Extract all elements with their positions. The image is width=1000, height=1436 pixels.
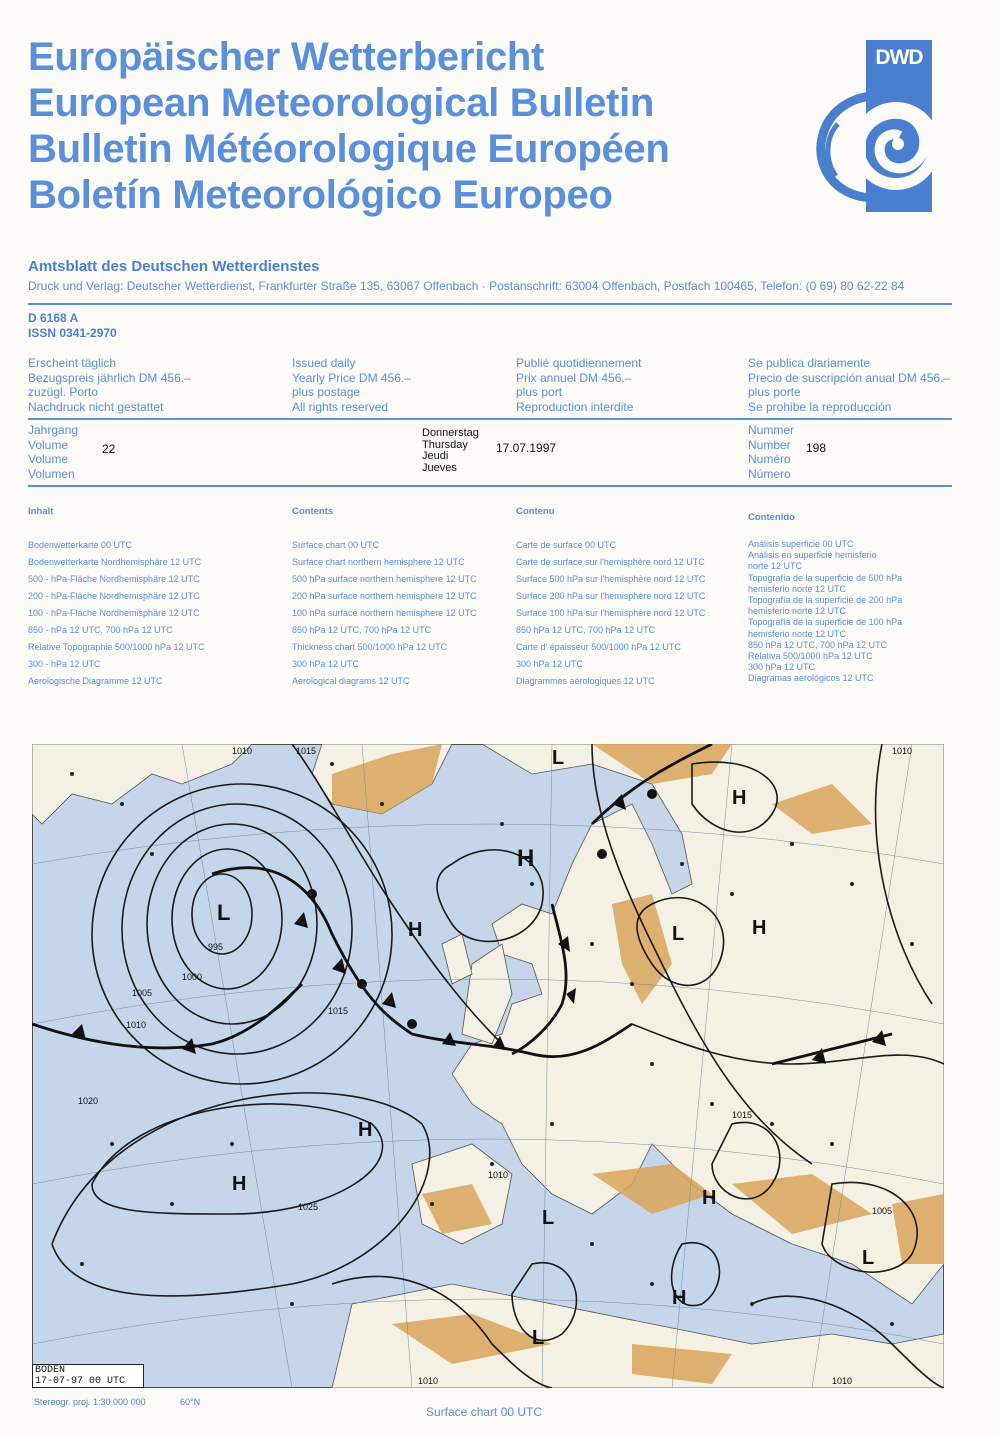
info-line: Bezugspreis jährlich DM 456.– bbox=[28, 370, 191, 385]
contents-item: Análisis en superficie hemisferio bbox=[748, 550, 877, 561]
divider bbox=[28, 418, 952, 420]
volume-labels bbox=[28, 423, 78, 481]
contents-item: Aerologische Diagramme 12 UTC bbox=[28, 676, 163, 686]
contents-item: Diagrammes aérologiques 12 UTC bbox=[516, 676, 655, 686]
info-line: Prix annuel DM 456.– bbox=[516, 370, 632, 385]
low-marker: L bbox=[217, 900, 231, 925]
contents-item: Relativa 500/1000 hPa 12 UTC bbox=[748, 651, 873, 662]
info-line: Erscheint täglich bbox=[28, 356, 117, 370]
info-line: Se publica diariamente bbox=[748, 356, 871, 370]
number-label: Numéro bbox=[748, 452, 791, 466]
contents-item: Análisis superficie 00 UTC bbox=[748, 539, 854, 549]
map-stamp bbox=[32, 1364, 144, 1388]
contents-item: Topografía de la superficie de 500 hPa bbox=[748, 572, 903, 583]
info-line: Yearly Price DM 456.– bbox=[292, 370, 411, 385]
contents-item: Carte de surface 00 UTC bbox=[516, 540, 617, 550]
info-line: plus port bbox=[516, 385, 563, 399]
number-label: Número bbox=[748, 466, 791, 481]
contents-heading: Contenido bbox=[748, 512, 795, 523]
info-line: plus postage bbox=[292, 385, 361, 399]
high-marker: H bbox=[517, 845, 535, 872]
publisher-name: Amtsblatt des Deutschen Wetterdienstes bbox=[28, 258, 320, 275]
isobar-label: 1010 bbox=[892, 746, 913, 756]
low-marker: L bbox=[552, 747, 565, 769]
high-marker: H bbox=[752, 917, 767, 939]
isobar-label: 1025 bbox=[298, 1202, 319, 1212]
contents-item: 300 hPa 12 UTC bbox=[748, 662, 816, 673]
contents-item: Surface 500 hPa sur l'hemisphère nord 12 UTC bbox=[516, 574, 706, 584]
isobar-label: 1020 bbox=[78, 1096, 99, 1106]
isobar-label: 1015 bbox=[328, 1006, 349, 1016]
contents-english bbox=[292, 506, 477, 690]
info-english bbox=[292, 356, 411, 414]
low-marker: L bbox=[542, 1207, 555, 1229]
isobar-label: 1015 bbox=[296, 746, 317, 756]
contents-item: Surface chart northern hemisphere 12 UTC bbox=[292, 557, 465, 567]
info-line: Publié quotidiennement bbox=[516, 356, 642, 370]
contents-item: Relative Topographie 500/1000 hPa 12 UTC bbox=[28, 642, 205, 652]
number-labels bbox=[748, 423, 794, 481]
contents-item: hemisferio norte 12 UTC bbox=[748, 606, 847, 617]
high-marker: H bbox=[358, 1119, 373, 1141]
contents-item: hemisferio norte 12 UTC bbox=[748, 583, 847, 594]
weekday-label: Thursday bbox=[422, 438, 468, 451]
isobar-label: 1010 bbox=[832, 1376, 853, 1386]
contents-item: 500 hPa surface northern hemisphere 12 UTC bbox=[292, 574, 477, 584]
contents-item: 500 - hPa-Fläche Nordhemisphäre 12 UTC bbox=[28, 574, 200, 584]
high-marker: H bbox=[232, 1173, 247, 1195]
d-code: D 6168 A bbox=[28, 311, 79, 325]
contents-item: Surface 200 hPa sur l'hemisphère nord 12 UTC bbox=[516, 591, 706, 601]
map-caption: Surface chart 00 UTC bbox=[426, 1405, 543, 1419]
publication-codes bbox=[28, 311, 117, 341]
contents-item: Bodenwetterkarte Nordhemisphäre 12 UTC bbox=[28, 557, 202, 567]
contents-item: 300 - hPa 12 UTC bbox=[28, 659, 101, 669]
contents-item: 300 hPa 12 UTC bbox=[516, 659, 584, 669]
weekday-label: Donnerstag bbox=[422, 427, 479, 439]
info-french bbox=[516, 356, 641, 414]
volume-label: Volumen bbox=[28, 466, 75, 481]
low-marker: L bbox=[672, 923, 685, 945]
publisher-address: Druck und Verlag: Deutscher Wetterdienst, Frankfurter Straße 135, 63067 Offenbach · Postanschrift: 63004 Offenbach, Postfach 100465, Telefon: (0 69) 80 62-22 84 bbox=[28, 279, 905, 293]
issue-number: 198 bbox=[806, 441, 827, 455]
bulletin-titles bbox=[28, 34, 670, 218]
contents-item: 850 - hPa 12 UTC, 700 hPa 12 UTC bbox=[28, 625, 173, 635]
info-line: zuzügl. Porto bbox=[28, 385, 99, 399]
contents-item: 850 hPa 12 UTC, 700 hPa 12 UTC bbox=[516, 625, 656, 635]
contents-item: Surface 100 hPa sur l'hemisphère nord 12 UTC bbox=[516, 608, 706, 618]
high-marker: H bbox=[732, 787, 747, 809]
contents-spanish bbox=[748, 512, 902, 685]
stamp-line: BODEN bbox=[35, 1365, 66, 1376]
contents-item: Surface chart 00 UTC bbox=[292, 540, 380, 550]
info-line: Se prohibe la reproducción bbox=[748, 399, 892, 414]
contents-heading: Contenu bbox=[516, 506, 555, 517]
info-line: Nachdruck nicht gestattet bbox=[28, 399, 164, 414]
info-line: All rights reserved bbox=[292, 399, 389, 414]
isobar-label: 1005 bbox=[132, 988, 153, 998]
contents-item: 100 hPa surface northern hemisphere 12 UTC bbox=[292, 608, 477, 618]
contents-item: Bodenwetterkarte 00 UTC bbox=[28, 540, 133, 550]
high-marker: H bbox=[702, 1187, 717, 1209]
info-line: plus porte bbox=[748, 385, 801, 399]
isobar-label: 995 bbox=[208, 942, 224, 952]
contents-french bbox=[516, 506, 705, 690]
number-label: Number bbox=[748, 437, 791, 452]
contents-item: norte 12 UTC bbox=[748, 561, 803, 572]
low-marker: L bbox=[532, 1327, 545, 1349]
high-marker: H bbox=[672, 1287, 687, 1309]
contents-item: Thickness chart 500/1000 hPa 12 UTC bbox=[292, 642, 448, 652]
contents-item: Diagramas aerológicos 12 UTC bbox=[748, 673, 874, 684]
isobar-label: 1010 bbox=[232, 746, 253, 756]
isobar-label: 1000 bbox=[182, 972, 203, 982]
isobar-label: 1010 bbox=[488, 1170, 509, 1180]
title-english: European Meteorological Bulletin bbox=[28, 81, 655, 125]
contents-german bbox=[28, 506, 204, 690]
contents-item: Aerological diagrams 12 UTC bbox=[292, 676, 410, 686]
contents-item: 100 - hPa-Fläche Nordhemisphäre 12 UTC bbox=[28, 608, 200, 618]
dwd-logo bbox=[812, 40, 932, 218]
isobar-label: 1015 bbox=[732, 1110, 753, 1120]
info-german bbox=[28, 356, 191, 414]
issue-date: 17.07.1997 bbox=[496, 441, 557, 455]
divider bbox=[28, 485, 952, 487]
title-spanish: Boletín Meteorológico Europeo bbox=[28, 173, 613, 217]
title-german: Europäischer Wetterbericht bbox=[28, 35, 545, 79]
volume-label: Jahrgang bbox=[28, 423, 79, 437]
weekday-labels bbox=[422, 428, 479, 474]
logo-text: DWD bbox=[875, 46, 923, 69]
info-line: Issued daily bbox=[292, 356, 356, 370]
stamp-line: 17-07-97 00 UTC bbox=[35, 1376, 126, 1387]
volume-label: Volume bbox=[28, 452, 69, 466]
volume-number: 22 bbox=[102, 442, 116, 456]
volume-label: Volume bbox=[28, 437, 69, 452]
contents-item: Topografía de la superficie de 100 hPa bbox=[748, 617, 903, 628]
spiral-icon bbox=[812, 80, 932, 212]
contents-heading: Inhalt bbox=[28, 506, 54, 517]
projection-note: Stereogr. proj. 1:30 000 000 bbox=[34, 1397, 146, 1407]
publisher-block bbox=[28, 258, 904, 293]
contents-item: 850 hPa 12 UTC, 700 hPa 12 UTC bbox=[748, 639, 888, 650]
info-line: Reproduction interdite bbox=[516, 399, 634, 414]
contents-item: Topografía de la superficie de 200 hPa bbox=[748, 595, 903, 606]
weekday-label: Jueves bbox=[422, 461, 457, 474]
number-label: Nummer bbox=[748, 423, 795, 437]
isobar-label: 1005 bbox=[872, 1206, 893, 1216]
weekday-label: Jeudi bbox=[422, 450, 449, 462]
low-marker: L bbox=[862, 1247, 875, 1269]
isobar-label: 1010 bbox=[418, 1376, 439, 1386]
title-french: Bulletin Météorologique Européen bbox=[28, 127, 670, 171]
info-spanish bbox=[748, 356, 950, 414]
info-line: Precio de suscripción anual DM 456.– bbox=[748, 370, 951, 385]
contents-item: Carte de surface sur l'hemisphère nord 12 UTC bbox=[516, 557, 705, 567]
surface-weather-map bbox=[32, 744, 944, 1388]
latitude-reference: 60°N bbox=[180, 1397, 201, 1407]
contents-item: 850 hPa 12 UTC, 700 hPa 12 UTC bbox=[292, 625, 432, 635]
contents-item: 200 - hPa-Fläche Nordhemisphäre 12 UTC bbox=[28, 591, 200, 601]
contents-heading: Contents bbox=[292, 506, 334, 517]
contents-item: hemisferio norte 12 UTC bbox=[748, 628, 847, 639]
isobar-label: 1010 bbox=[126, 1020, 147, 1030]
divider bbox=[28, 303, 952, 305]
contents-item: Carte d' épaisseur 500/1000 hPa 12 UTC bbox=[516, 642, 681, 652]
contents-item: 200 hPa surface northern hemisphere 12 UTC bbox=[292, 591, 477, 601]
high-marker: H bbox=[408, 919, 423, 941]
issn: ISSN 0341-2970 bbox=[28, 326, 117, 340]
contents-item: 300 hPa 12 UTC bbox=[292, 659, 360, 669]
